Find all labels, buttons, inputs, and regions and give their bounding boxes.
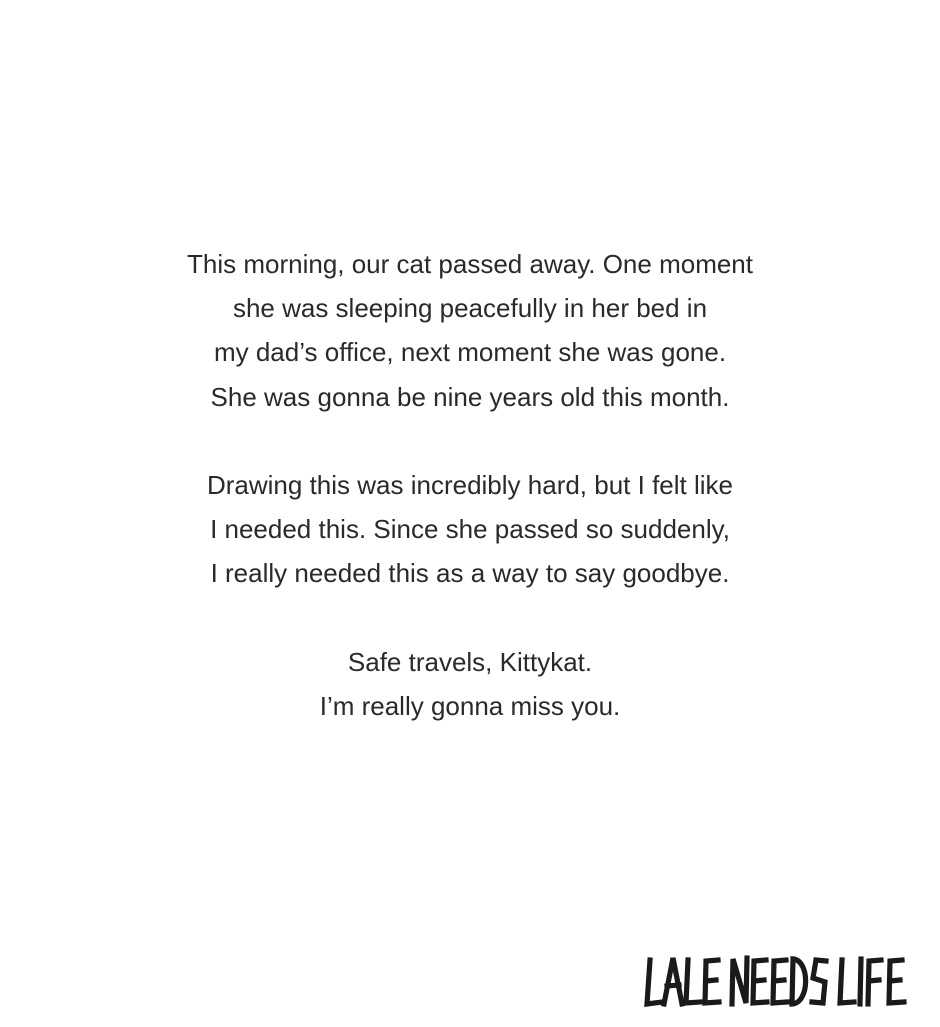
message-line: She was gonna be nine years old this month. <box>210 381 730 412</box>
message-paragraph <box>0 640 940 728</box>
message-line: I really needed this as a way to say goodbye. <box>210 558 730 589</box>
message-line: Drawing this was incredibly hard, but I felt like <box>206 470 733 500</box>
message-line: she was sleeping peacefully in her bed in <box>232 293 708 324</box>
message-line: I’m really gonna miss you. <box>319 691 621 721</box>
message-line: my dad’s office, next moment she was gone. <box>213 337 727 368</box>
message-line: This morning, our cat passed away. One moment <box>187 249 753 279</box>
memorial-message <box>0 242 940 728</box>
message-paragraph <box>0 242 940 419</box>
signature-lettering <box>640 948 922 1012</box>
message-line: I needed this. Since she passed so suddenly, <box>210 514 730 545</box>
message-line: Safe travels, Kittykat. <box>347 646 593 677</box>
artist-signature-logo <box>640 948 922 1012</box>
message-paragraph <box>0 463 940 596</box>
